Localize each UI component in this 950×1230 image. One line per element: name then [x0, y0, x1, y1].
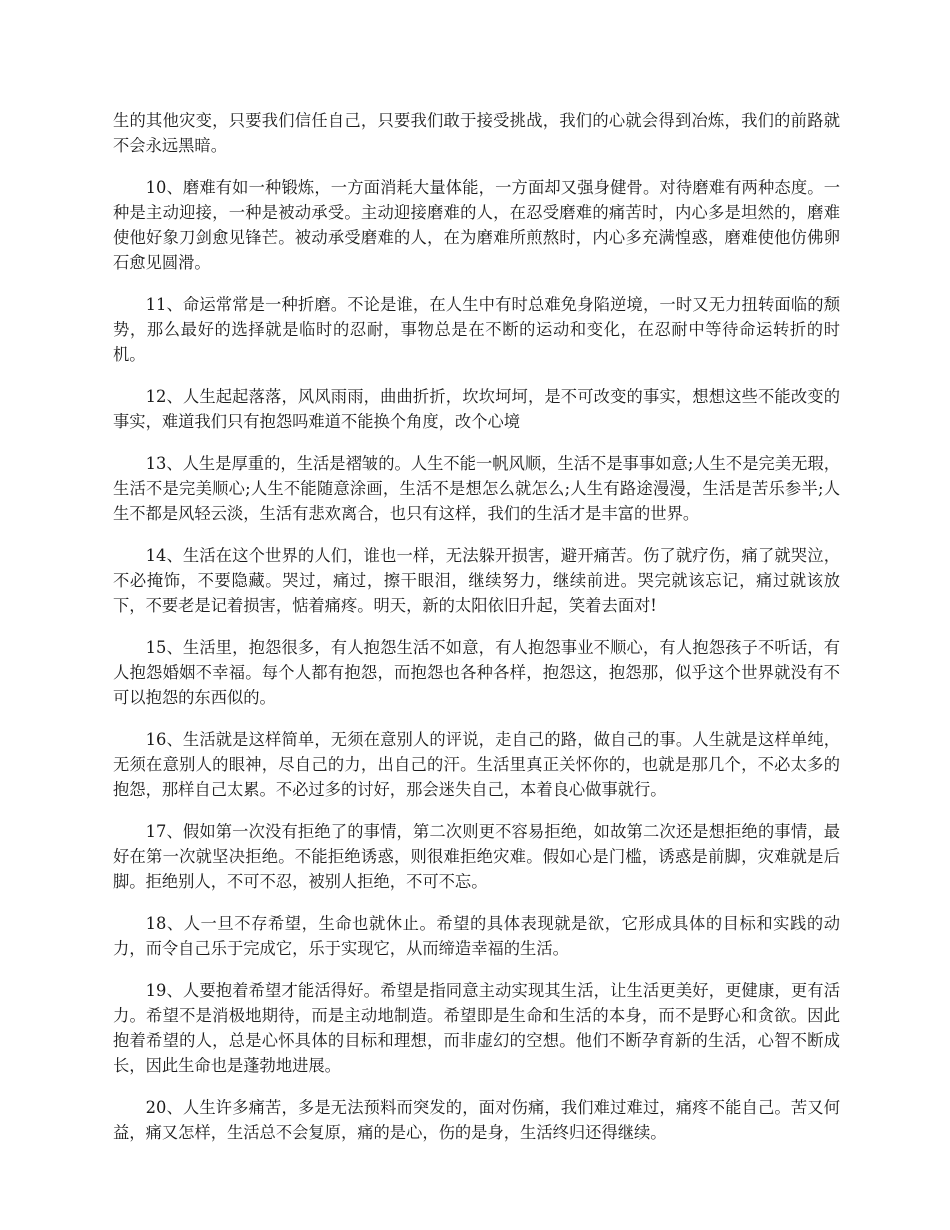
paragraph-18: 18、人一旦不存希望，生命也就休止。希望的具体表现就是欲，它形成具体的目标和实践的动力，而令自己乐于完成它，乐于实现它，从而缔造幸福的生活。	[113, 914, 840, 958]
paragraph-13: 13、人生是厚重的，生活是褶皱的。人生不能一帆风顺，生活不是事事如意;人生不是完美无瑕，生活不是完美顺心;人生不能随意涂画，生活不是想怎么就怎么;人生有路途漫漫，生活是苦乐参半;人生不都是风轻云淡，生活有悲欢离合，也只有这样，我们的生活才是丰富的世界。	[113, 454, 840, 523]
paragraph-19: 19、人要抱着希望才能活得好。希望是指同意主动实现其生活，让生活更美好，更健康，更有活力。希望不是消极地期待，而是主动地制造。希望即是生命和生活的本身，而不是野心和贪欲。因此抱着希望的人，总是心怀具体的目标和理想，而非虚幻的空想。他们不断孕育新的生活，心智不断成长，因此生命也是蓬勃地进展。	[113, 981, 840, 1075]
paragraph-11: 11、命运常常是一种折磨。不论是谁，在人生中有时总难免身陷逆境，一时又无力扭转面临的颓势，那么最好的选择就是临时的忍耐，事物总是在不断的运动和变化，在忍耐中等待命运转折的时机。	[113, 295, 840, 364]
document-body	[113, 108, 840, 1145]
paragraph-20: 20、人生许多痛苦，多是无法预料而突发的，面对伤痛，我们难过难过，痛疼不能自己。苦又何益，痛又怎样，生活总不会复原，痛的是心，伤的是身，生活终归还得继续。	[113, 1098, 840, 1142]
paragraph-12: 12、人生起起落落，风风雨雨，曲曲折折，坎坎坷坷，是不可改变的事实，想想这些不能改变的事实，难道我们只有抱怨吗难道不能换个角度，改个心境	[113, 387, 840, 431]
paragraph-17: 17、假如第一次没有拒绝了的事情，第二次则更不容易拒绝，如故第二次还是想拒绝的事情，最好在第一次就坚决拒绝。不能拒绝诱惑，则很难拒绝灾难。假如心是门槛，诱惑是前脚，灾难就是后脚。拒绝别人，不可不忍，被别人拒绝，不可不忘。	[113, 822, 840, 891]
paragraph-0: 生的其他灾变，只要我们信任自己，只要我们敢于接受挑战，我们的心就会得到冶炼，我们的前路就不会永远黑暗。	[113, 111, 840, 155]
paragraph-15: 15、生活里，抱怨很多，有人抱怨生活不如意，有人抱怨事业不顺心，有人抱怨孩子不听话，有人抱怨婚姻不幸福。每个人都有抱怨，而抱怨也各种各样，抱怨这，抱怨那，似乎这个世界就没有不可以抱怨的东西似的。	[113, 638, 840, 707]
paragraph-14: 14、生活在这个世界的人们，谁也一样，无法躲开损害，避开痛苦。伤了就疗伤，痛了就哭泣，不必掩饰，不要隐藏。哭过，痛过，擦干眼泪，继续努力，继续前进。哭完就该忘记，痛过就该放下，不要老是记着损害，惦着痛疼。明天，新的太阳依旧升起，笑着去面对!	[113, 546, 840, 615]
paragraph-16: 16、生活就是这样简单，无须在意别人的评说，走自己的路，做自己的事。人生就是这样单纯，无须在意别人的眼神，尽自己的力，出自己的汗。生活里真正关怀你的，也就是那几个，不必太多的抱怨，那样自己太累。不必过多的讨好，那会迷失自己，本着良心做事就行。	[113, 730, 840, 799]
paragraph-10: 10、磨难有如一种锻炼，一方面消耗大量体能，一方面却又强身健骨。对待磨难有两种态度。一种是主动迎接，一种是被动承受。主动迎接磨难的人，在忍受磨难的痛苦时，内心多是坦然的，磨难使他好象刀剑愈见锋芒。被动承受磨难的人，在为磨难所煎熬时，内心多充满惶惑，磨难使他仿佛卵石愈见圆滑。	[113, 178, 840, 272]
